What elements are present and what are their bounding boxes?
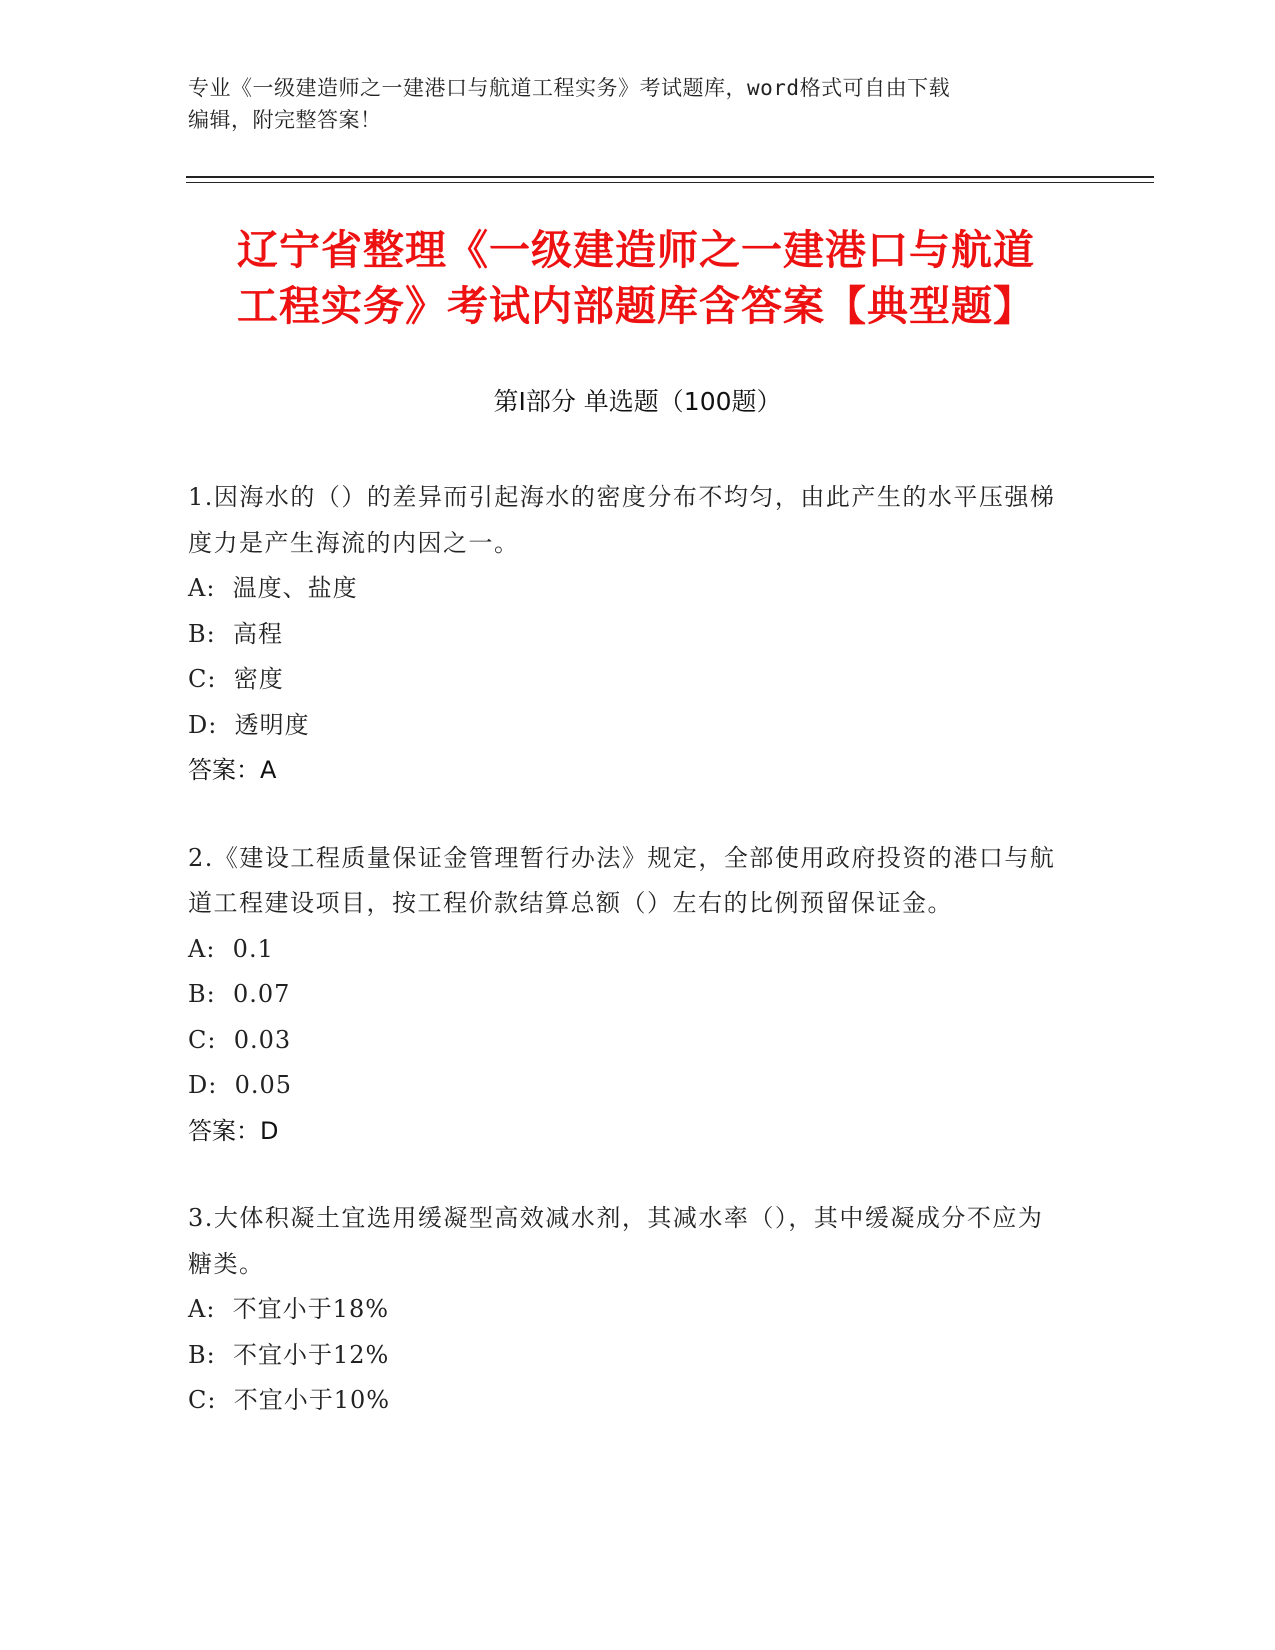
answer: 答案：A [188, 756, 277, 784]
header-note [188, 72, 1068, 136]
section-title: 第Ⅰ部分 单选题（100题） [493, 387, 782, 416]
answer: 答案：D [188, 1116, 279, 1145]
option-c: C: 密度 [188, 665, 284, 693]
question-2 [188, 836, 1068, 1155]
option-d: D: 0.05 [188, 1071, 293, 1099]
option-d: D: 透明度 [188, 710, 310, 739]
question-1 [188, 475, 1068, 794]
question-3 [188, 1196, 1068, 1424]
question-list [188, 475, 1068, 1466]
document-title-line2: 工程实务》考试内部题库含答案【典型题】 [237, 282, 1035, 330]
option-a: A: 0.1 [188, 934, 274, 963]
document-title-line1: 辽宁省整理《一级建造师之一建港口与航道 [237, 226, 1035, 274]
document-title [186, 222, 1086, 334]
option-b: B: 不宜小于12% [188, 1340, 390, 1369]
question-stem: 2.《建设工程质量保证金管理暂行办法》规定，全部使用政府投资的港口与航道工程建设项目，按工程价款结算总额（）左右的比例预留保证金。 [188, 843, 1056, 917]
header-note-line1: 专业《一级建造师之一建港口与航道工程实务》考试题库，word格式可自由下载 [188, 76, 951, 100]
option-c: C: 0.03 [188, 1025, 292, 1054]
header-divider-thick [186, 176, 1154, 178]
header-note-line2: 编辑，附完整答案！ [188, 108, 382, 132]
option-b: B: 高程 [188, 619, 283, 648]
option-b: B: 0.07 [188, 980, 291, 1008]
question-stem: 3.大体积凝土宜选用缓凝型高效减水剂，其减水率（），其中缓凝成分不应为糖类。 [188, 1204, 1044, 1278]
header-divider-thin [186, 182, 1154, 183]
question-stem: 1.因海水的（）的差异而引起海水的密度分布不均匀，由此产生的水平压强梯度力是产生海流的内因之一。 [188, 483, 1056, 557]
option-c: C: 不宜小于10% [188, 1386, 391, 1414]
option-a: A: 不宜小于18% [188, 1295, 390, 1323]
option-a: A: 温度、盐度 [188, 574, 358, 602]
